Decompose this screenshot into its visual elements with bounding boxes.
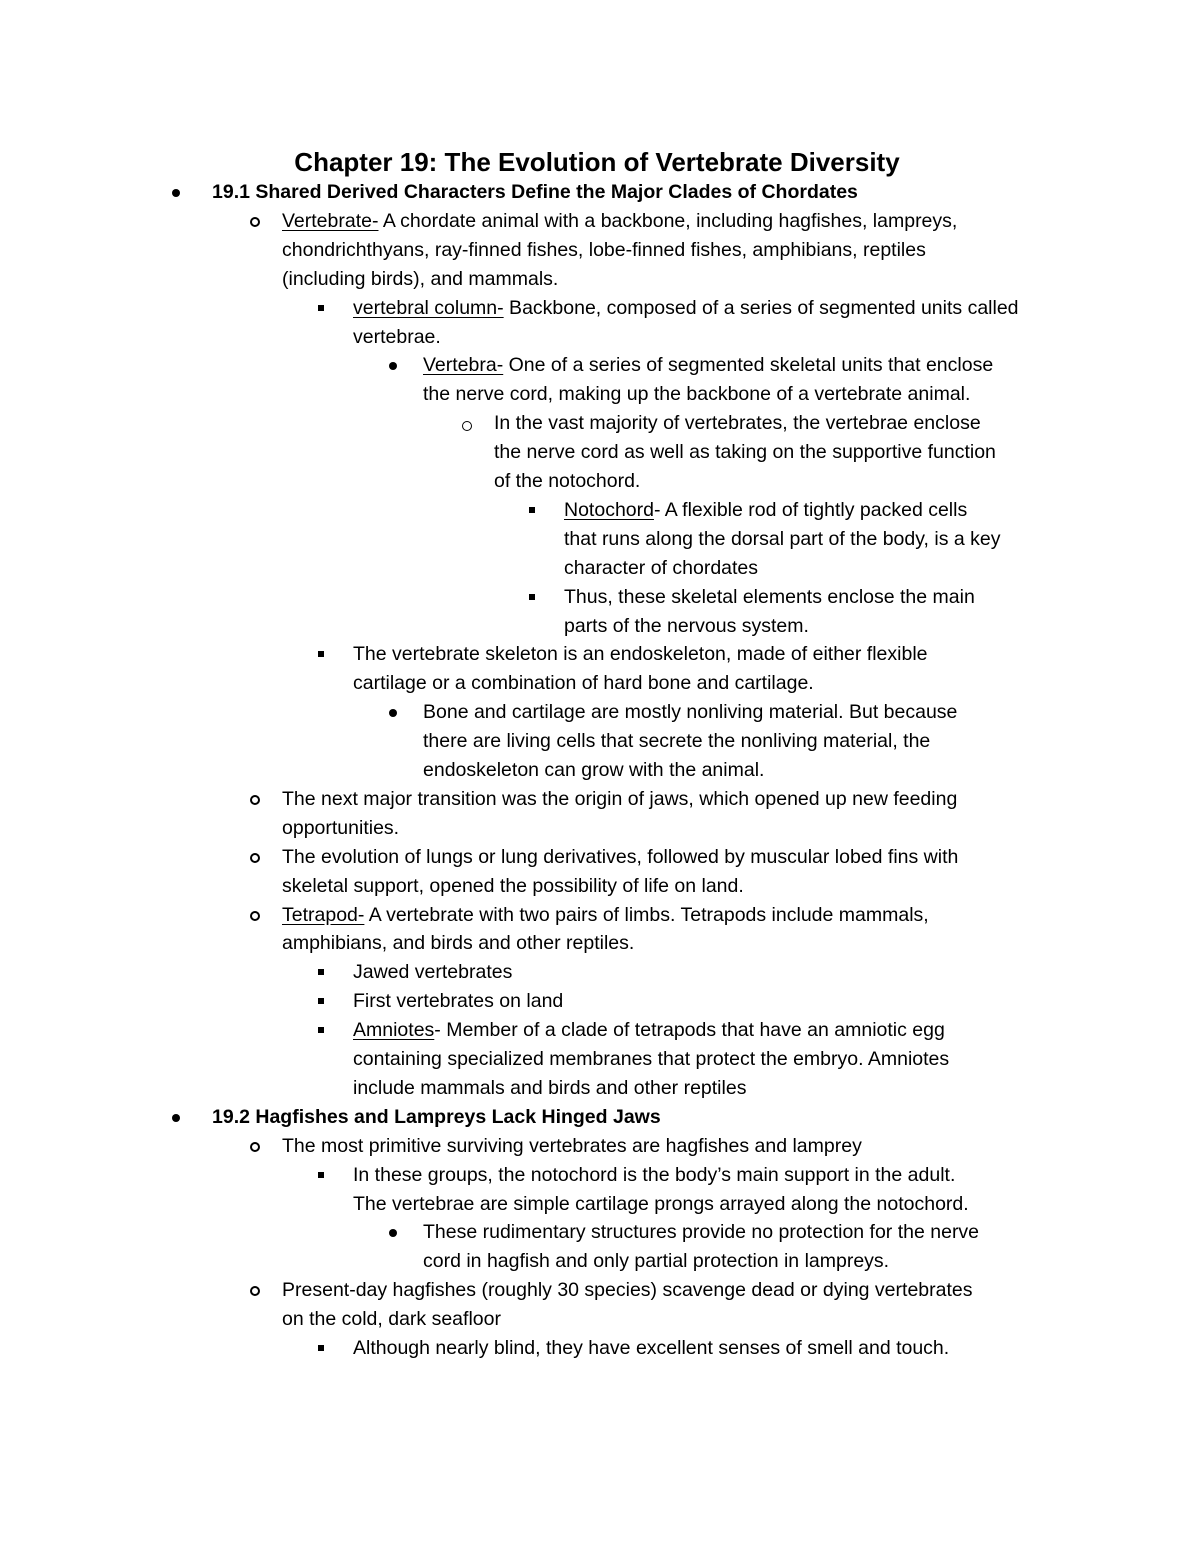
bullet-square-icon: [318, 651, 324, 657]
outline-line: [423, 727, 930, 756]
line-text: containing specialized membranes that protect the embryo. Amniotes: [353, 1048, 950, 1070]
outline-line: [423, 380, 970, 409]
line-text: The evolution of lungs or lung derivatives, followed by muscular lobed fins with: [282, 845, 959, 868]
section-heading: [212, 178, 858, 207]
line-text: the nerve cord, making up the backbone of a vertebrate animal.: [423, 383, 971, 406]
bullet-circle-icon: [250, 853, 260, 863]
outline-line: [423, 698, 957, 727]
outline-line: [353, 1190, 969, 1219]
line-text: Backbone, composed of a series of segmented units called: [503, 296, 1019, 319]
bullet-square-icon: [318, 998, 324, 1004]
line-text: Thus, these skeletal elements enclose the main: [564, 585, 975, 608]
outline-line: [282, 901, 929, 930]
outline-line: [282, 236, 926, 265]
outline-line: [353, 1161, 955, 1190]
section-heading: [212, 1103, 661, 1132]
line-text: Present-day hagfishes (roughly 30 species) scavenge dead or dying vertebrates: [282, 1279, 973, 1302]
defined-term: Tetrapod-: [282, 903, 365, 926]
outline-line: [353, 294, 1019, 323]
outline-line: [282, 1276, 972, 1305]
bullet-square-icon: [318, 969, 324, 975]
line-text: The vertebrae are simple cartilage prongs arrayed along the notochord.: [353, 1192, 969, 1215]
bullet-square-icon: [318, 1345, 324, 1351]
outline-line: [494, 409, 981, 438]
outline-line: [282, 929, 634, 958]
outline-line: [282, 1305, 501, 1334]
defined-term: Notochord: [564, 498, 654, 521]
line-text: of the notochord.: [494, 470, 641, 492]
line-text: chondrichthyans, ray-finned fishes, lobe-finned fishes, amphibians, reptiles: [282, 238, 926, 261]
line-text: The vertebrate skeleton is an endoskeleton, made of either flexible: [353, 643, 928, 666]
outline-line: [564, 612, 809, 641]
line-text: A vertebrate with two pairs of limbs. Tetrapods include mammals,: [364, 903, 929, 926]
outline-line: [282, 1132, 862, 1161]
outline-line: [564, 554, 758, 583]
outline-line: [282, 785, 957, 814]
bullet-square-icon: [318, 1027, 324, 1033]
line-text: parts of the nervous system.: [564, 614, 809, 637]
outline-line: [423, 1218, 979, 1247]
line-text: 19.1 Shared Derived Characters Define the Major Clades of Chordates: [212, 181, 858, 203]
line-text: that runs along the dorsal part of the body, is a key: [564, 527, 1001, 550]
outline-line: [494, 438, 996, 467]
bullet-disc-icon: [389, 1229, 397, 1237]
line-text: - Member of a clade of tetrapods that have an amniotic egg: [434, 1019, 945, 1042]
line-text: The most primitive surviving vertebrates are hagfishes and lamprey: [282, 1134, 862, 1157]
line-text: skeletal support, opened the possibility of life on land.: [282, 874, 744, 897]
outline-line: [353, 669, 814, 698]
bullet-open-circle-icon: [462, 421, 472, 431]
outline-line: [282, 814, 399, 843]
bullet-disc-icon: [172, 1114, 180, 1122]
outline-line: [353, 1045, 949, 1074]
line-text: - A flexible rod of tightly packed cells: [653, 498, 968, 521]
bullet-disc-icon: [172, 189, 180, 197]
line-text: Although nearly blind, they have excellent senses of smell and touch.: [353, 1337, 950, 1359]
defined-term: vertebral column-: [353, 296, 504, 319]
line-text: cartilage or a combination of hard bone and cartilage.: [353, 672, 814, 695]
defined-term: Amniotes: [353, 1019, 435, 1042]
line-text: character of chordates: [564, 556, 759, 579]
outline-line: [494, 467, 640, 496]
outline-line: [564, 496, 967, 525]
bullet-square-icon: [529, 507, 535, 513]
outline-line: [353, 1016, 945, 1045]
outline-line: [353, 958, 512, 987]
bullet-circle-icon: [250, 1142, 260, 1152]
bullet-square-icon: [318, 305, 324, 311]
bullet-square-icon: [318, 1172, 324, 1178]
line-text: The next major transition was the origin of jaws, which opened up new feeding: [282, 787, 958, 810]
line-text: Bone and cartilage are mostly nonliving material. But because: [423, 701, 958, 724]
bullet-circle-icon: [250, 1286, 260, 1296]
outline-line: [423, 756, 764, 785]
bullet-disc-icon: [389, 709, 397, 717]
bullet-square-icon: [529, 594, 535, 600]
line-text: One of a series of segmented skeletal units that enclose: [503, 354, 994, 377]
line-text: These rudimentary structures provide no protection for the nerve: [423, 1221, 980, 1244]
outline-line: [282, 872, 744, 901]
line-text: there are living cells that secrete the nonliving material, the: [423, 730, 931, 753]
line-text: amphibians, and birds and other reptiles.: [282, 932, 635, 955]
line-text: 19.2 Hagfishes and Lampreys Lack Hinged Jaws: [212, 1105, 661, 1128]
defined-term: Vertebrate-: [282, 209, 379, 232]
outline-line: [423, 351, 993, 380]
outline-line: [353, 1074, 746, 1103]
line-text: opportunities.: [282, 816, 400, 839]
outline-line: [564, 583, 975, 612]
outline-line: [353, 987, 563, 1016]
bullet-disc-icon: [389, 362, 397, 370]
line-text: endoskeleton can grow with the animal.: [423, 759, 765, 781]
line-text: In the vast majority of vertebrates, the vertebrae enclose: [494, 412, 981, 435]
line-text: In these groups, the notochord is the body’s main support in the adult.: [353, 1163, 956, 1186]
outline-line: [282, 207, 957, 236]
defined-term: Vertebra-: [423, 354, 504, 377]
line-text: (including birds), and mammals.: [282, 267, 559, 290]
line-text: vertebrae.: [353, 325, 441, 348]
line-text: include mammals and birds and other reptiles: [353, 1076, 747, 1099]
bullet-circle-icon: [250, 795, 260, 805]
outline-line: [353, 640, 928, 669]
document-title: Chapter 19: The Evolution of Vertebrate Diversity: [294, 147, 900, 177]
outline-line: [282, 843, 958, 872]
outline-line: [353, 1334, 949, 1363]
line-text: cord in hagfish and only partial protection in lampreys.: [423, 1250, 890, 1273]
line-text: on the cold, dark seafloor: [282, 1308, 501, 1331]
outline-line: [353, 323, 441, 352]
outline-line: [564, 525, 1000, 554]
line-text: First vertebrates on land: [353, 990, 564, 1013]
outline-line: [423, 1247, 889, 1276]
line-text: Jawed vertebrates: [353, 961, 513, 984]
bullet-circle-icon: [250, 217, 260, 227]
outline-line: [282, 265, 558, 294]
bullet-circle-icon: [250, 911, 260, 921]
line-text: the nerve cord as well as taking on the supportive function: [494, 441, 996, 464]
line-text: A chordate animal with a backbone, including hagfishes, lampreys,: [378, 209, 958, 232]
